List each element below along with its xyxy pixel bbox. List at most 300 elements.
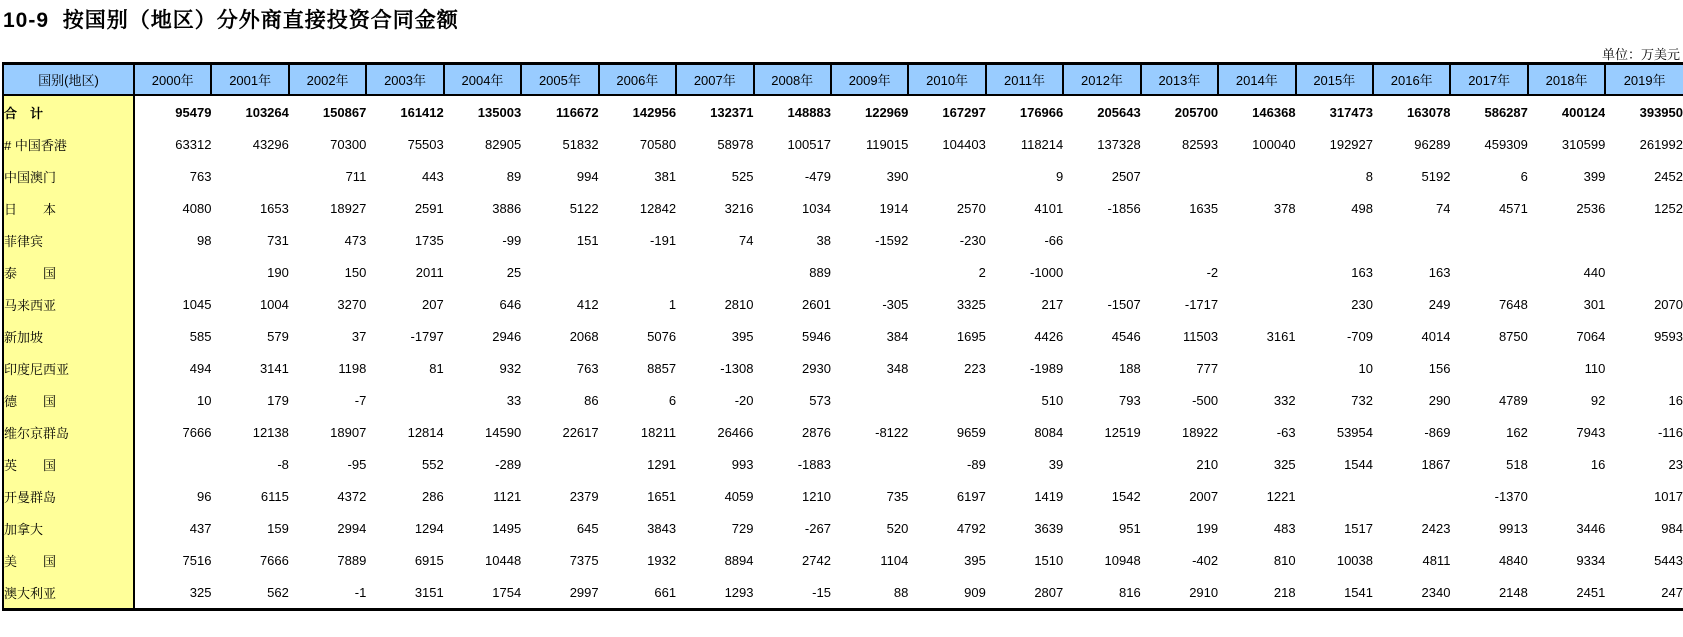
value-cell: 1510 (986, 544, 1063, 576)
value-cell: 51832 (521, 128, 598, 160)
year-header: 2010年 (908, 64, 985, 96)
value-cell: 518 (1450, 448, 1527, 480)
value-cell: 92 (1528, 384, 1605, 416)
value-cell: 96 (134, 480, 211, 512)
value-cell: 3141 (211, 352, 288, 384)
value-cell: 217 (986, 288, 1063, 320)
value-cell: 6 (1450, 160, 1527, 192)
value-cell: -1 (289, 576, 366, 610)
row-label: 日 本 (3, 192, 134, 224)
value-cell: 520 (831, 512, 908, 544)
value-cell (1605, 256, 1683, 288)
value-cell (599, 256, 676, 288)
value-cell: 8857 (599, 352, 676, 384)
value-cell: 2 (908, 256, 985, 288)
value-cell: 7648 (1450, 288, 1527, 320)
value-cell (134, 448, 211, 480)
value-cell: 4080 (134, 192, 211, 224)
value-cell: 95479 (134, 95, 211, 128)
value-cell: 2570 (908, 192, 985, 224)
value-cell: 325 (1218, 448, 1295, 480)
value-cell: 116672 (521, 95, 598, 128)
value-cell (1218, 352, 1295, 384)
value-cell: 2994 (289, 512, 366, 544)
value-cell: -267 (754, 512, 831, 544)
value-cell (1063, 256, 1140, 288)
table-row (3, 352, 1683, 384)
year-header: 2014年 (1218, 64, 1295, 96)
value-cell: 4811 (1373, 544, 1450, 576)
value-cell: 12814 (366, 416, 443, 448)
value-cell: 645 (521, 512, 598, 544)
value-cell: 2379 (521, 480, 598, 512)
value-cell (1605, 352, 1683, 384)
value-cell: -95 (289, 448, 366, 480)
value-cell: 951 (1063, 512, 1140, 544)
value-cell: 4059 (676, 480, 753, 512)
value-cell: 1932 (599, 544, 676, 576)
value-cell: -1507 (1063, 288, 1140, 320)
value-cell: -8 (211, 448, 288, 480)
value-cell: 5443 (1605, 544, 1683, 576)
value-cell: 7064 (1528, 320, 1605, 352)
value-cell: 18927 (289, 192, 366, 224)
year-header: 2018年 (1528, 64, 1605, 96)
value-cell: 793 (1063, 384, 1140, 416)
row-label: 开曼群岛 (3, 480, 134, 512)
value-cell: 9334 (1528, 544, 1605, 576)
value-cell (831, 256, 908, 288)
value-cell: 135003 (444, 95, 521, 128)
value-cell: 10038 (1296, 544, 1373, 576)
value-cell: 2451 (1528, 576, 1605, 610)
row-label: 合 计 (3, 95, 134, 128)
table-row (3, 128, 1683, 160)
value-cell: 1754 (444, 576, 521, 610)
value-cell: 8750 (1450, 320, 1527, 352)
value-cell: 7943 (1528, 416, 1605, 448)
value-cell: 230 (1296, 288, 1373, 320)
value-cell: 210 (1141, 448, 1218, 480)
value-cell: 889 (754, 256, 831, 288)
value-cell: 1735 (366, 224, 443, 256)
value-cell: 443 (366, 160, 443, 192)
year-header: 2003年 (366, 64, 443, 96)
value-cell: 89 (444, 160, 521, 192)
value-cell: -1856 (1063, 192, 1140, 224)
value-cell: 732 (1296, 384, 1373, 416)
value-cell: 176966 (986, 95, 1063, 128)
value-cell: -8122 (831, 416, 908, 448)
value-cell: 1004 (211, 288, 288, 320)
value-cell: 122969 (831, 95, 908, 128)
value-cell: 70300 (289, 128, 366, 160)
value-cell (1063, 448, 1140, 480)
value-cell: 96289 (1373, 128, 1450, 160)
year-header: 2012年 (1063, 64, 1140, 96)
value-cell: 1221 (1218, 480, 1295, 512)
value-cell: -63 (1218, 416, 1295, 448)
value-cell: 58978 (676, 128, 753, 160)
value-cell: 5122 (521, 192, 598, 224)
value-cell: 156 (1373, 352, 1450, 384)
table-row (3, 512, 1683, 544)
table-row (3, 416, 1683, 448)
value-cell: 1651 (599, 480, 676, 512)
value-cell: 10948 (1063, 544, 1140, 576)
value-cell: 86 (521, 384, 598, 416)
value-cell: 2807 (986, 576, 1063, 610)
value-cell: -2 (1141, 256, 1218, 288)
year-header: 2004年 (444, 64, 521, 96)
value-cell: 5946 (754, 320, 831, 352)
value-cell: 777 (1141, 352, 1218, 384)
value-cell: 2742 (754, 544, 831, 576)
value-cell: 395 (676, 320, 753, 352)
value-cell: 110 (1528, 352, 1605, 384)
value-cell: 10448 (444, 544, 521, 576)
value-cell: 2591 (366, 192, 443, 224)
value-cell: 25 (444, 256, 521, 288)
value-cell: -709 (1296, 320, 1373, 352)
value-cell: 39 (986, 448, 1063, 480)
value-cell: 494 (134, 352, 211, 384)
value-cell: 159 (211, 512, 288, 544)
value-cell: 2910 (1141, 576, 1218, 610)
row-label: 新加坡 (3, 320, 134, 352)
value-cell: -289 (444, 448, 521, 480)
value-cell: 1017 (1605, 480, 1683, 512)
value-cell: 1914 (831, 192, 908, 224)
row-label: 菲律宾 (3, 224, 134, 256)
year-header: 2017年 (1450, 64, 1527, 96)
value-cell (1450, 224, 1527, 256)
row-label: 英 国 (3, 448, 134, 480)
value-cell: -191 (599, 224, 676, 256)
year-header: 2019年 (1605, 64, 1683, 96)
value-cell (1063, 224, 1140, 256)
value-cell: 1210 (754, 480, 831, 512)
value-cell (1450, 256, 1527, 288)
value-cell: 3270 (289, 288, 366, 320)
row-label: 中国澳门 (3, 160, 134, 192)
value-cell: 9913 (1450, 512, 1527, 544)
value-cell: -1717 (1141, 288, 1218, 320)
value-cell: 4571 (1450, 192, 1527, 224)
value-cell (1218, 160, 1295, 192)
value-cell: 993 (676, 448, 753, 480)
value-cell: 585 (134, 320, 211, 352)
value-cell: 247 (1605, 576, 1683, 610)
value-cell: 1867 (1373, 448, 1450, 480)
value-cell: 381 (599, 160, 676, 192)
value-cell: 1 (599, 288, 676, 320)
year-header: 2011年 (986, 64, 1063, 96)
value-cell: 75503 (366, 128, 443, 160)
value-cell: 2876 (754, 416, 831, 448)
value-cell: 3151 (366, 576, 443, 610)
value-cell: 310599 (1528, 128, 1605, 160)
value-cell: 1252 (1605, 192, 1683, 224)
value-cell: 98 (134, 224, 211, 256)
value-cell (1528, 224, 1605, 256)
value-cell: -66 (986, 224, 1063, 256)
value-cell: 562 (211, 576, 288, 610)
value-cell: 4792 (908, 512, 985, 544)
value-cell: 3161 (1218, 320, 1295, 352)
row-label: 维尔京群岛 (3, 416, 134, 448)
value-cell: 74 (676, 224, 753, 256)
value-cell: 1544 (1296, 448, 1373, 480)
value-cell: -869 (1373, 416, 1450, 448)
value-cell (1296, 224, 1373, 256)
row-label: 泰 国 (3, 256, 134, 288)
value-cell: 1121 (444, 480, 521, 512)
value-cell: 132371 (676, 95, 753, 128)
value-cell (831, 448, 908, 480)
value-cell: 390 (831, 160, 908, 192)
value-cell: 763 (521, 352, 598, 384)
year-header: 2002年 (289, 64, 366, 96)
value-cell: 163 (1373, 256, 1450, 288)
value-cell: 1542 (1063, 480, 1140, 512)
value-cell: 8 (1296, 160, 1373, 192)
value-cell: 151 (521, 224, 598, 256)
value-cell: 711 (289, 160, 366, 192)
value-cell: 2507 (1063, 160, 1140, 192)
value-cell: 4840 (1450, 544, 1527, 576)
value-cell: 4546 (1063, 320, 1140, 352)
value-cell: 2452 (1605, 160, 1683, 192)
value-cell: 2007 (1141, 480, 1218, 512)
row-label: 德 国 (3, 384, 134, 416)
value-cell: 188 (1063, 352, 1140, 384)
value-cell: 735 (831, 480, 908, 512)
value-cell: 1034 (754, 192, 831, 224)
value-cell (521, 256, 598, 288)
row-label: 澳大利亚 (3, 576, 134, 610)
value-cell: 932 (444, 352, 521, 384)
table-row (3, 192, 1683, 224)
value-cell: 332 (1218, 384, 1295, 416)
value-cell: 4101 (986, 192, 1063, 224)
value-cell: 586287 (1450, 95, 1527, 128)
value-cell: 6197 (908, 480, 985, 512)
year-header: 2006年 (599, 64, 676, 96)
value-cell: -402 (1141, 544, 1218, 576)
value-cell: 6115 (211, 480, 288, 512)
value-cell: 18922 (1141, 416, 1218, 448)
value-cell (1218, 224, 1295, 256)
value-cell: 103264 (211, 95, 288, 128)
value-cell: 167297 (908, 95, 985, 128)
value-cell (831, 384, 908, 416)
value-cell: 23 (1605, 448, 1683, 480)
value-cell: 218 (1218, 576, 1295, 610)
value-cell: 1104 (831, 544, 908, 576)
value-cell (1528, 480, 1605, 512)
value-cell: 498 (1296, 192, 1373, 224)
value-cell: 2423 (1373, 512, 1450, 544)
value-cell: -230 (908, 224, 985, 256)
value-cell: 731 (211, 224, 288, 256)
value-cell: 82593 (1141, 128, 1218, 160)
value-cell: 7666 (134, 416, 211, 448)
value-cell (676, 256, 753, 288)
value-cell: 290 (1373, 384, 1450, 416)
value-cell: 1045 (134, 288, 211, 320)
value-cell: 3446 (1528, 512, 1605, 544)
value-cell: 810 (1218, 544, 1295, 576)
value-cell: 5076 (599, 320, 676, 352)
value-cell: -20 (676, 384, 753, 416)
value-cell: 2946 (444, 320, 521, 352)
value-cell (908, 160, 985, 192)
value-cell: 261992 (1605, 128, 1683, 160)
table-row (3, 576, 1683, 610)
value-cell: 162 (1450, 416, 1527, 448)
year-header: 2009年 (831, 64, 908, 96)
value-cell (1141, 224, 1218, 256)
value-cell: 4014 (1373, 320, 1450, 352)
value-cell: 1291 (599, 448, 676, 480)
value-cell: 10 (1296, 352, 1373, 384)
table-row (3, 544, 1683, 576)
value-cell: 11503 (1141, 320, 1218, 352)
value-cell: 53954 (1296, 416, 1373, 448)
year-header: 2001年 (211, 64, 288, 96)
header-row (3, 64, 1683, 96)
year-header: 2007年 (676, 64, 753, 96)
value-cell: 100040 (1218, 128, 1295, 160)
value-cell: 729 (676, 512, 753, 544)
value-cell: 473 (289, 224, 366, 256)
value-cell (134, 256, 211, 288)
value-cell: 9659 (908, 416, 985, 448)
year-header: 2013年 (1141, 64, 1218, 96)
value-cell: 4426 (986, 320, 1063, 352)
value-cell: 2536 (1528, 192, 1605, 224)
value-cell: 150 (289, 256, 366, 288)
value-cell: 3639 (986, 512, 1063, 544)
value-cell: 2997 (521, 576, 598, 610)
value-cell: 119015 (831, 128, 908, 160)
value-cell: 163078 (1373, 95, 1450, 128)
value-cell: 301 (1528, 288, 1605, 320)
year-header: 2000年 (134, 64, 211, 96)
value-cell: 459309 (1450, 128, 1527, 160)
value-cell: 205643 (1063, 95, 1140, 128)
value-cell: 2810 (676, 288, 753, 320)
value-cell: 104403 (908, 128, 985, 160)
value-cell: 37 (289, 320, 366, 352)
value-cell: 16 (1605, 384, 1683, 416)
value-cell: 9593 (1605, 320, 1683, 352)
value-cell: -99 (444, 224, 521, 256)
value-cell (1605, 224, 1683, 256)
value-cell: 7666 (211, 544, 288, 576)
value-cell: 1695 (908, 320, 985, 352)
value-cell: 22617 (521, 416, 598, 448)
value-cell: 661 (599, 576, 676, 610)
value-cell: 161412 (366, 95, 443, 128)
value-cell: 378 (1218, 192, 1295, 224)
value-cell: 146368 (1218, 95, 1295, 128)
value-cell: 763 (134, 160, 211, 192)
value-cell: 573 (754, 384, 831, 416)
value-cell: 1293 (676, 576, 753, 610)
value-cell: 399 (1528, 160, 1605, 192)
value-cell: 552 (366, 448, 443, 480)
value-cell: -7 (289, 384, 366, 416)
value-cell: 1541 (1296, 576, 1373, 610)
value-cell: 33 (444, 384, 521, 416)
value-cell: 150867 (289, 95, 366, 128)
value-cell (1373, 224, 1450, 256)
row-label: 马来西亚 (3, 288, 134, 320)
value-cell (366, 384, 443, 416)
value-cell: 74 (1373, 192, 1450, 224)
value-cell: 205700 (1141, 95, 1218, 128)
value-cell: -116 (1605, 416, 1683, 448)
value-cell: -1370 (1450, 480, 1527, 512)
value-cell: 525 (676, 160, 753, 192)
value-cell: 2340 (1373, 576, 1450, 610)
table-row (3, 384, 1683, 416)
row-label: 美 国 (3, 544, 134, 576)
value-cell: 317473 (1296, 95, 1373, 128)
value-cell: 8084 (986, 416, 1063, 448)
value-cell: 384 (831, 320, 908, 352)
value-cell: -15 (754, 576, 831, 610)
value-cell: 192927 (1296, 128, 1373, 160)
value-cell: 6 (599, 384, 676, 416)
value-cell: 510 (986, 384, 1063, 416)
value-cell: 3325 (908, 288, 985, 320)
value-cell: 2930 (754, 352, 831, 384)
value-cell: 579 (211, 320, 288, 352)
table-row (3, 320, 1683, 352)
value-cell: 179 (211, 384, 288, 416)
value-cell: 400124 (1528, 95, 1605, 128)
value-cell: 4789 (1450, 384, 1527, 416)
value-cell (1218, 288, 1295, 320)
fdi-table (2, 62, 1683, 611)
value-cell: 437 (134, 512, 211, 544)
value-cell: 483 (1218, 512, 1295, 544)
value-cell: 88 (831, 576, 908, 610)
value-cell (1296, 480, 1373, 512)
value-cell: 43296 (211, 128, 288, 160)
value-cell: 18211 (599, 416, 676, 448)
table-row (3, 480, 1683, 512)
value-cell: 190 (211, 256, 288, 288)
year-header: 2015年 (1296, 64, 1373, 96)
value-cell: 286 (366, 480, 443, 512)
value-cell: -479 (754, 160, 831, 192)
row-label: 加拿大 (3, 512, 134, 544)
value-cell: 1635 (1141, 192, 1218, 224)
table-row (3, 95, 1683, 128)
value-cell: -305 (831, 288, 908, 320)
table-row (3, 288, 1683, 320)
value-cell: 3843 (599, 512, 676, 544)
unit-label: 单位：万美元 (1601, 47, 1680, 62)
value-cell: -1989 (986, 352, 1063, 384)
value-cell: 81 (366, 352, 443, 384)
value-cell: 163 (1296, 256, 1373, 288)
value-cell: -1000 (986, 256, 1063, 288)
